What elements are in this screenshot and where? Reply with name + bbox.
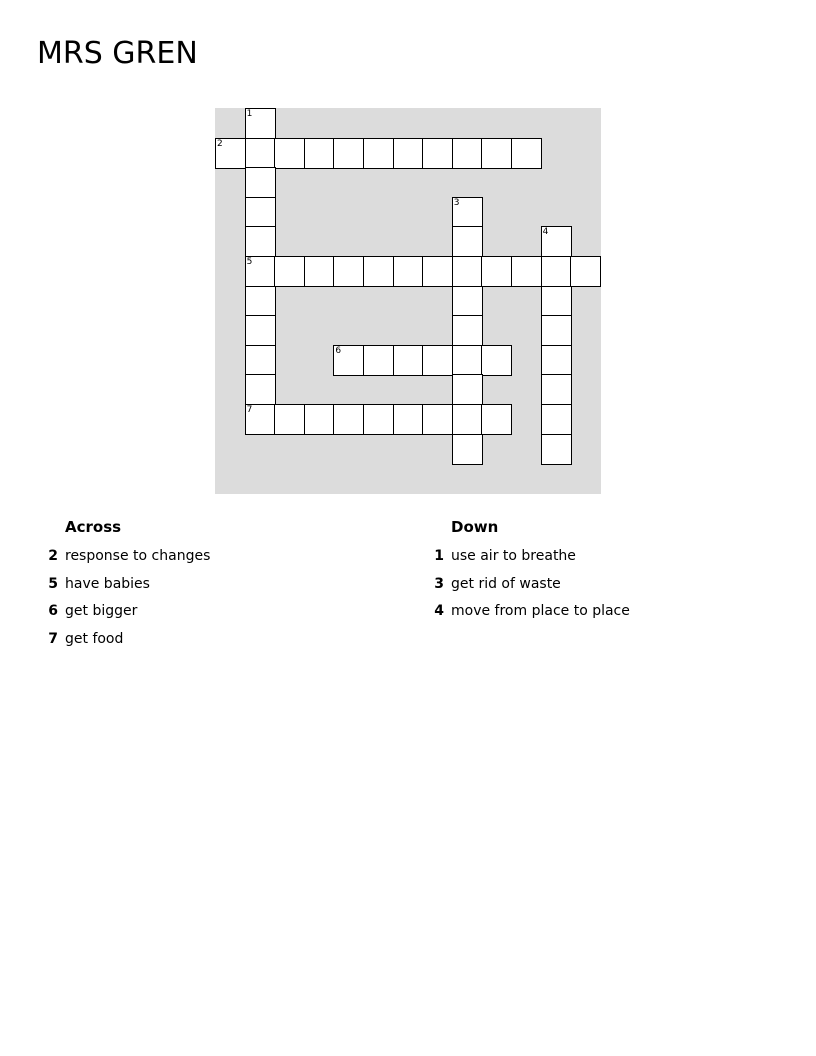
grid-cell[interactable] <box>245 315 276 346</box>
grid-cell[interactable] <box>452 197 483 228</box>
grid-cell[interactable] <box>452 138 483 169</box>
down-heading: Down <box>451 518 499 536</box>
cell-number: 2 <box>217 138 223 149</box>
grid-cell[interactable] <box>452 345 483 376</box>
grid-cell[interactable] <box>363 345 394 376</box>
across-clues <box>44 515 404 653</box>
clue-text: get bigger <box>65 603 138 619</box>
cell-number: 7 <box>246 405 253 415</box>
grid-cell[interactable] <box>541 315 572 346</box>
grid-cell[interactable] <box>245 108 276 139</box>
grid-cell[interactable] <box>333 256 364 287</box>
clue-number: 1 <box>434 548 444 564</box>
grid-cell[interactable] <box>511 256 542 287</box>
down-clue <box>430 543 800 571</box>
grid-cell[interactable] <box>245 167 276 198</box>
cell-number: 5 <box>246 257 253 267</box>
grid-cell[interactable] <box>274 138 305 169</box>
cell-number: 3 <box>453 197 460 208</box>
grid-cell[interactable] <box>304 138 335 169</box>
grid-cell[interactable] <box>333 138 364 169</box>
across-clue <box>44 598 404 626</box>
grid-cell[interactable] <box>363 404 394 435</box>
grid-cell[interactable] <box>215 138 246 169</box>
grid-cell[interactable] <box>245 374 276 405</box>
grid-cell[interactable] <box>245 345 276 376</box>
grid-cell[interactable] <box>511 138 542 169</box>
clue-number: 5 <box>48 575 58 592</box>
clue-text: get rid of waste <box>451 575 561 592</box>
grid-cell[interactable] <box>452 374 483 405</box>
clue-number: 3 <box>434 575 444 592</box>
grid-cell[interactable] <box>422 256 453 287</box>
grid-cell[interactable] <box>481 138 512 169</box>
grid-cell[interactable] <box>570 256 601 287</box>
grid-cell[interactable] <box>541 226 572 257</box>
grid-cell[interactable] <box>541 256 572 287</box>
grid-cell[interactable] <box>452 434 483 465</box>
cell-number: 6 <box>335 345 342 356</box>
grid-cell[interactable] <box>245 404 276 435</box>
grid-cell[interactable] <box>393 345 424 376</box>
grid-cell[interactable] <box>452 315 483 346</box>
grid-cell[interactable] <box>541 286 572 317</box>
clue-number: 4 <box>434 603 444 619</box>
grid-cell[interactable] <box>333 404 364 435</box>
cell-number: 4 <box>542 227 549 238</box>
clue-text: get food <box>65 630 124 647</box>
page-title: MRS GREN <box>37 36 198 71</box>
clue-text: response to changes <box>65 548 211 564</box>
clue-text: use air to breathe <box>451 548 576 564</box>
down-clues <box>430 515 800 626</box>
grid-cell[interactable] <box>363 256 394 287</box>
grid-cell[interactable] <box>452 256 483 287</box>
clue-text: have babies <box>65 575 150 592</box>
grid-cell[interactable] <box>304 404 335 435</box>
grid-cell[interactable] <box>541 345 572 376</box>
crossword-grid <box>215 108 601 494</box>
grid-cell[interactable] <box>541 434 572 465</box>
across-clue <box>44 543 404 571</box>
clue-text: move from place to place <box>451 603 630 619</box>
grid-cell[interactable] <box>363 138 394 169</box>
grid-cell[interactable] <box>393 138 424 169</box>
grid-cell[interactable] <box>541 374 572 405</box>
cell-number: 1 <box>246 109 253 119</box>
clue-number: 2 <box>48 548 58 564</box>
down-clue <box>430 571 800 599</box>
grid-cell[interactable] <box>245 286 276 317</box>
across-clue <box>44 571 404 599</box>
down-clue <box>430 598 800 626</box>
grid-cell[interactable] <box>422 138 453 169</box>
grid-cell[interactable] <box>393 256 424 287</box>
grid-cell[interactable] <box>245 197 276 228</box>
grid-cell[interactable] <box>452 226 483 257</box>
grid-cell[interactable] <box>481 404 512 435</box>
grid-cell[interactable] <box>393 404 424 435</box>
grid-cell[interactable] <box>274 256 305 287</box>
grid-cell[interactable] <box>422 345 453 376</box>
clue-number: 7 <box>48 630 58 647</box>
across-heading: Across <box>65 518 122 536</box>
grid-cell[interactable] <box>304 256 335 287</box>
grid-cell[interactable] <box>245 256 276 287</box>
grid-cell[interactable] <box>541 404 572 435</box>
clue-number: 6 <box>48 603 58 619</box>
grid-cell[interactable] <box>452 286 483 317</box>
grid-cell[interactable] <box>422 404 453 435</box>
grid-cell[interactable] <box>245 138 276 169</box>
grid-cell[interactable] <box>274 404 305 435</box>
grid-cell[interactable] <box>452 404 483 435</box>
grid-cell[interactable] <box>481 256 512 287</box>
grid-cell[interactable] <box>481 345 512 376</box>
grid-cell[interactable] <box>245 226 276 257</box>
across-clue <box>44 626 404 654</box>
grid-cell[interactable] <box>333 345 364 376</box>
